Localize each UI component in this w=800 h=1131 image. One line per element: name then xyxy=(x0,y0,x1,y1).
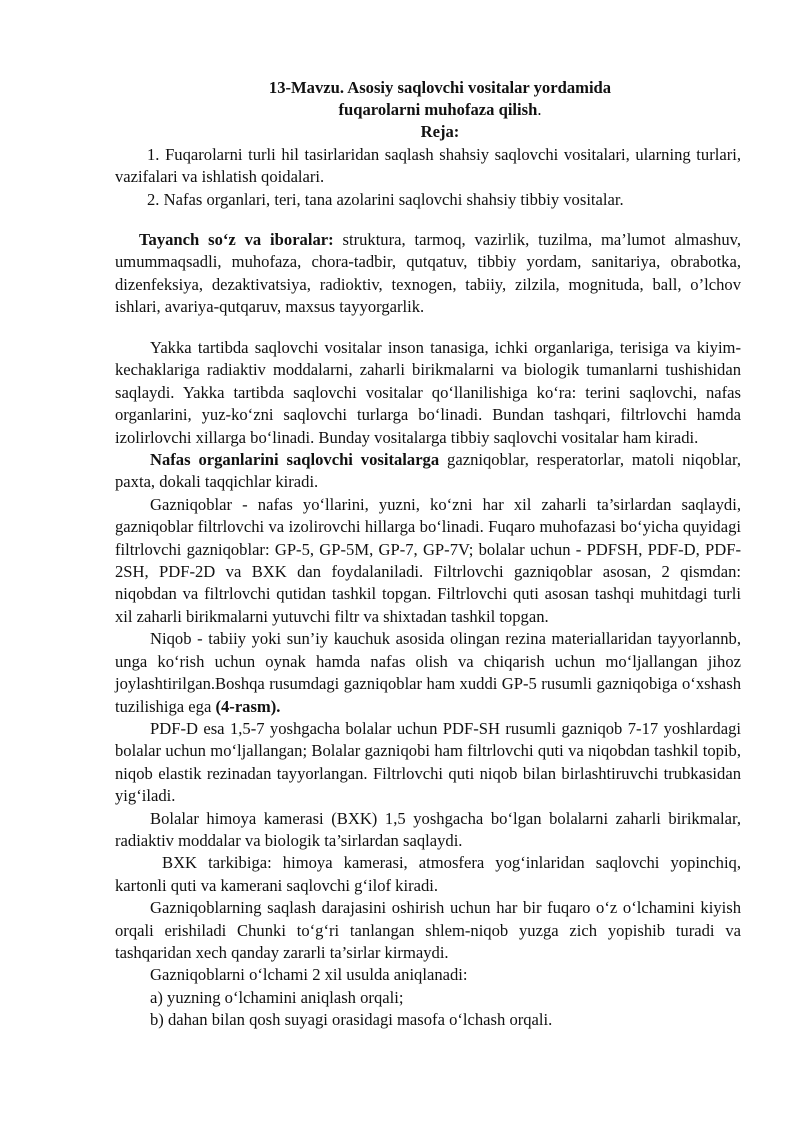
list-item-b: b) dahan bilan qosh suyagi orasidagi masofa o‘lchash orqali. xyxy=(150,1010,553,1030)
title-line-2-period: . xyxy=(537,100,542,119)
plan-heading: Reja: xyxy=(420,122,460,141)
paragraph-4 xyxy=(115,628,741,718)
paragraph-2 xyxy=(115,449,741,494)
title-line-1: 13-Mavzu. Asosiy saqlovchi vositalar yordamida xyxy=(268,78,612,97)
body-text xyxy=(115,337,741,1032)
title-line-2-text: fuqarolarni muhofaza qilish xyxy=(338,100,538,119)
list-item-a: a) yuzning o‘lchamini aniqlash orqali; xyxy=(150,987,404,1007)
title-line-2 xyxy=(0,99,800,121)
figure-reference: (4-rasm). xyxy=(215,696,281,716)
keywords-paragraph xyxy=(115,229,741,319)
paragraph-2-text: gazniqoblar, resperatorlar, matoli niqoblar, paxta, dokali taqqichlar kiradi. xyxy=(115,450,741,492)
paragraph-6: Bolalar himoya kamerasi (BXK) 1,5 yoshgacha bo‘lgan bolalarni zaharli birikmalar, radiaktiv moddalar va biologik ta’sirlardan saqlaydi. xyxy=(115,808,741,850)
plan-item-2: 2. Nafas organlari, teri, tana azolarini saqlovchi shahsiy tibbiy vositalar. xyxy=(147,189,624,209)
paragraph-3: Gazniqoblar - nafas yo‘llarini, yuzni, ko‘zni har xil zaharli ta’sirlardan saqlaydi, gazniqoblar filtrlovchi va izolirovchi hillarga bo‘linadi. Fuqaro muhofazasi bo‘yicha quyidagi filtrlovchi gazniqoblar: GP-5, GP-5M, GP-7, GP-7V; bolalar uchun - PDFSH, PDF-D, PDF-2SH, PDF-2D va BXK dan foydalaniladi. Filtrlovchi gazniqoblar asosan, 2 qismdan: niqobdan va filtrlovchi qutidan tashkil topgan. Filtrlovchi quti asosan tashqi muhitdagi turli xil zaharli birikmalarni yutuvchi filtr va shixtadan tashkil topgan. xyxy=(115,494,741,626)
keywords-text: struktura, tarmoq, vazirlik, tuzilma, ma’lumot almashuv, umummaqsadli, muhofaza, chora-tadbir, qutqatuv, tibbiy yordam, sanitariya, obrabotka, dizenfeksiya, dezaktivatsiya, radioktiv, texnogen, tabiiy, zilzila, mognituda, ball, o’lchov ishlari, avariya-qutqaruv, maxsus tayyorgarlik. xyxy=(115,230,741,317)
paragraph-9: Gazniqoblarni o‘lchami 2 xil usulda aniqlanadi: xyxy=(150,965,468,985)
paragraph-2-bold: Nafas organlarini saqlovchi vositalarga xyxy=(150,450,440,470)
paragraph-5: PDF-D esa 1,5-7 yoshgacha bolalar uchun PDF-SH rusumli gazniqob 7-17 yoshlardagi bolalar uchun mo‘ljallangan; Bolalar gazniqobi ham filtrlovchi quti va niqobdan tashkil topib, niqob elastik rezinadan tayyorlangan. Filtrlovchi quti niqob bilan birlashtiruvchi trubkasidan yig‘iladi. xyxy=(115,718,741,806)
keywords-label: Tayanch so‘z va iboralar: xyxy=(139,230,334,249)
paragraph-7: BXK tarkibiga: himoya kamerasi, atmosfera yog‘inlaridan saqlovchi yopinchiq, kartonli quti va kamerani saqlovchi g‘ilof kiradi. xyxy=(115,853,741,895)
plan-item-1: 1. Fuqarolarni turli hil tasirlaridan saqlash shahsiy saqlovchi vositalari, ularning turlari, vazifalari va ishlatish qoidalari. xyxy=(115,145,741,187)
paragraph-8: Gazniqoblarning saqlash darajasini oshirish uchun har bir fuqaro o‘z o‘lchamini kiyish orqali erishiladi Chunki to‘g‘ri tanlangan shlem-niqob yuzga zich yopishib turadi va tashqaridan xech qanday zararli ta’sirlar kirmaydi. xyxy=(115,898,741,962)
keywords-section xyxy=(115,229,741,319)
paragraph-4-text: Niqob - tabiiy yoki sun’iy kauchuk asosida olingan rezina materiallaridan tayyorlannb, unga ko‘rish uchun oynak hamda nafas olish va chiqarish uchun mo‘ljallangan jihoz joylashtirilgan.Boshqa rusumdagi gazniqoblar ham xuddi GP-5 rusumli gazniqobiga o‘xshash tuzilishiga ega xyxy=(115,629,741,716)
plan-list xyxy=(115,144,741,211)
paragraph-1: Yakka tartibda saqlovchi vositalar inson tanasiga, ichki organlariga, terisiga va kiyim-kechaklariga radiaktiv moddalarni, zaharli birikmalarni va biologik tumanlarni tushishidan saqlaydi. Yakka tartibda saqlovchi vositalar qo‘llanilishiga ko‘ra: terini saqlovchi, nafas organlarini, yuz-ko‘zni saqlovchi turlarga bo‘linadi. Bundan tashqari, filtrlovchi hamda izolirlovchi xillarga bo‘linadi. Bunday vositalarga tibbiy saqlovchi vositalar ham kiradi. xyxy=(115,338,741,447)
